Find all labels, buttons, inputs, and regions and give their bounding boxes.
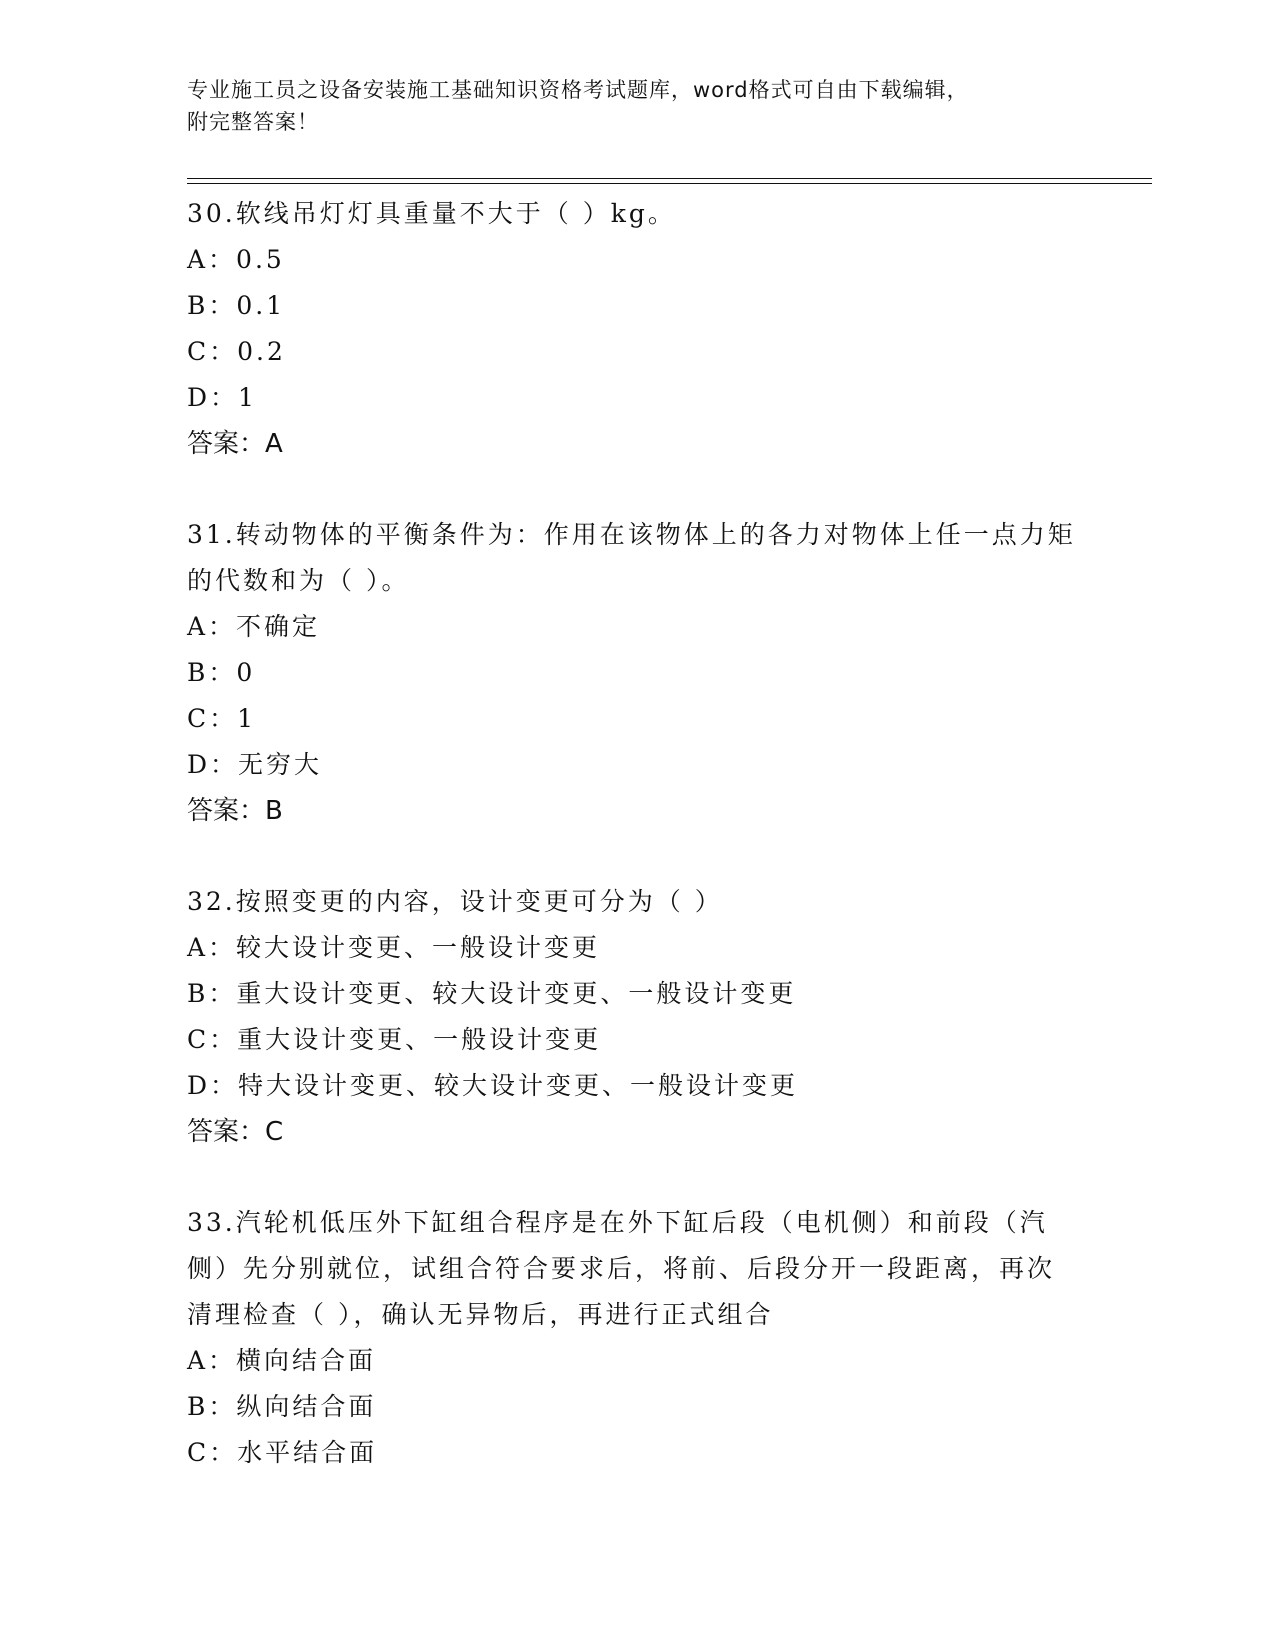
document-header: [187, 74, 1067, 138]
question-stem: 32.按照变更的内容，设计变更可分为（ ）: [187, 887, 723, 916]
option-c: C：水平结合面: [187, 1438, 378, 1467]
answer-value: C: [265, 1117, 284, 1147]
question-31: [187, 512, 1087, 834]
question-30: [187, 191, 1087, 467]
answer-label: 答案：: [187, 1117, 266, 1147]
option-a: A：横向结合面: [187, 1346, 377, 1375]
option-a: A：不确定: [187, 612, 321, 641]
option-c: C：重大设计变更、一般设计变更: [187, 1025, 602, 1054]
question-stem: 30.软线吊灯灯具重量不大于（ ）kg。: [187, 199, 676, 228]
answer-line: [187, 1109, 1087, 1155]
answer-value: A: [265, 429, 283, 459]
question-stem: 31.转动物体的平衡条件为：作用在该物体上的各力对物体上任一点力矩的代数和为（ ）。: [187, 520, 1076, 595]
option-a: A：较大设计变更、一般设计变更: [187, 933, 601, 962]
question-stem: 33.汽轮机低压外下缸组合程序是在外下缸后段（电机侧）和前段（汽侧）先分别就位，试组合符合要求后，将前、后段分开一段距离，再次清理检查（ ），确认无异物后，再进行正式组合: [187, 1208, 1056, 1329]
option-c: C：0.2: [187, 337, 286, 366]
option-b: B：纵向结合面: [187, 1392, 377, 1421]
question-32: [187, 879, 1087, 1155]
header-rule-top: [187, 178, 1152, 179]
answer-line: [187, 421, 1087, 467]
option-b: B：重大设计变更、较大设计变更、一般设计变更: [187, 979, 797, 1008]
answer-label: 答案：: [187, 796, 266, 826]
header-rule-bottom: [187, 183, 1152, 184]
option-d: D：无穷大: [187, 750, 323, 779]
answer-value: B: [265, 796, 283, 826]
question-list: [187, 191, 1087, 1521]
header-line-1: 专业施工员之设备安装施工基础知识资格考试题库，word格式可自由下载编辑，: [187, 78, 969, 102]
option-b: B：0: [187, 658, 256, 687]
option-b: B：0.1: [187, 291, 286, 320]
option-d: D：1: [187, 383, 257, 412]
question-33: [187, 1200, 1087, 1476]
option-a: A：0.5: [187, 245, 285, 274]
answer-line: [187, 788, 1087, 834]
option-d: D：特大设计变更、较大设计变更、一般设计变更: [187, 1071, 799, 1100]
header-line-2: 附完整答案！: [187, 110, 319, 134]
answer-label: 答案：: [187, 429, 266, 459]
option-c: C：1: [187, 704, 257, 733]
